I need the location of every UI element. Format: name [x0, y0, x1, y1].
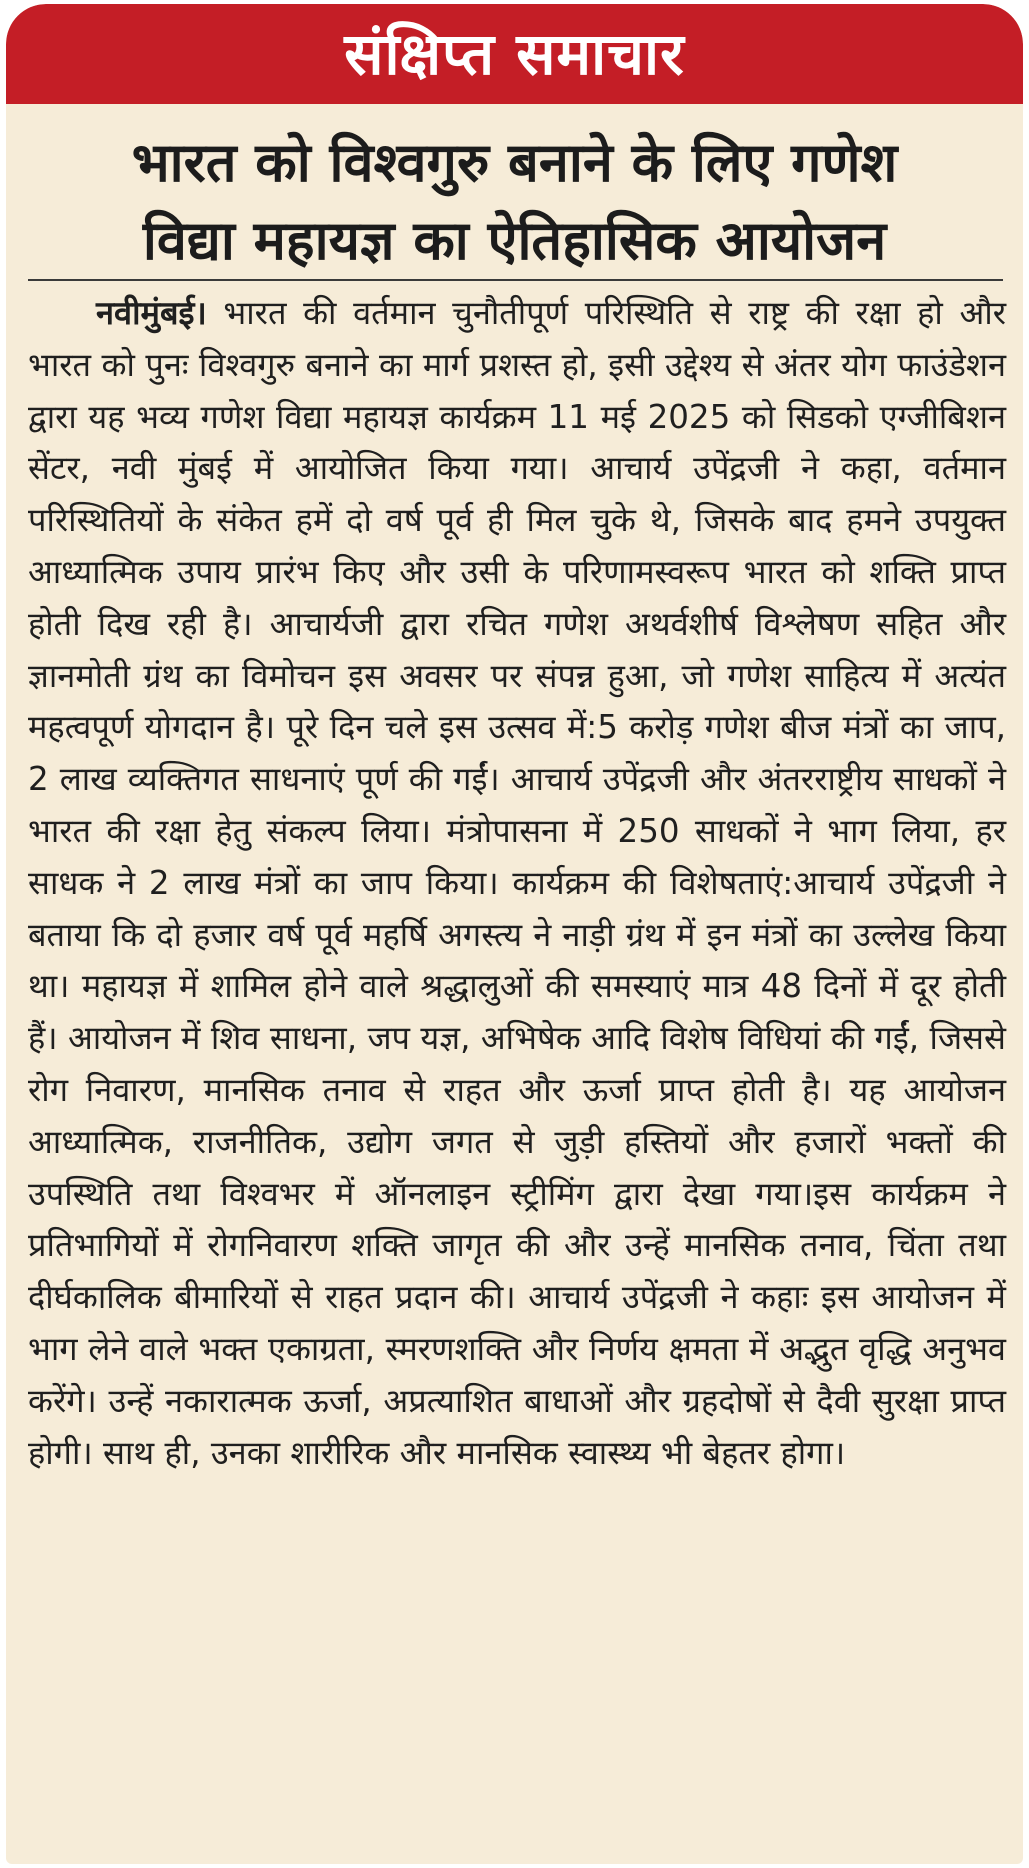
headline-line-1: भारत को विश्वगुरु बनाने के लिए गणेश: [131, 131, 898, 194]
article-headline: [20, 124, 1009, 280]
headline-divider: [28, 279, 1003, 281]
section-banner: [6, 4, 1023, 104]
article-body: [28, 288, 1006, 1479]
article-dateline: नवीमुंबई।: [96, 294, 207, 332]
news-clipping: [6, 4, 1023, 1864]
article-body-text: भारत की वर्तमान चुनौतीपूर्ण परिस्थिति से राष्ट्र की रक्षा हो और भारत को पुनः विश्वगुरु बनाने का मार्ग प्रशस्त हो, इसी उद्देश्य से अंतर योग फाउंडेशन द्वारा यह भव्य गणेश विद्या महायज्ञ कार्यक्रम 11 मई 2025 को सिडको एग्जीबिशन सेंटर, नवी मुंबई में आयोजित किया गया। आचार्य उपेंद्रजी ने कहा, वर्तमान परिस्थितियों के संकेत हमें दो वर्ष पूर्व ही मिल चुके थे, जिसके बाद हमने उपयुक्त आध्यात्मिक उपाय प्रारंभ किए और उसी के परिणामस्वरूप भारत को शक्ति प्राप्त होती दिख रही है। आचार्यजी द्वारा रचित गणेश अथर्वशीर्ष विश्लेषण सहित और ज्ञानमोती ग्रंथ का विमोचन इस अवसर पर संपन्न हुआ, जो गणेश साहित्य में अत्यंत महत्वपूर्ण योगदान है। पूरे दिन चले इस उत्सव में:5 करोड़ गणेश बीज मंत्रों का जाप, 2 लाख व्यक्तिगत साधनाएं पूर्ण की गईं। आचार्य उपेंद्रजी और अंतरराष्ट्रीय साधकों ने भारत की रक्षा हेतु संकल्प लिया। मंत्रोपासना में 250 साधकों ने भाग लिया, हर साधक ने 2 लाख मंत्रों का जाप किया। कार्यक्रम की विशेषताएं:आचार्य उपेंद्रजी ने बताया कि दो हजार वर्ष पूर्व महर्षि अगस्त्य ने नाड़ी ग्रंथ में इन मंत्रों का उल्लेख किया था। महायज्ञ में शामिल होने वाले श्रद्धालुओं की समस्याएं मात्र 48 दिनों में दूर होती हैं। आयोजन में शिव साधना, जप यज्ञ, अभिषेक आदि विशेष विधियां की गईं, जिससे रोग निवारण, मानसिक तनाव से राहत और ऊर्जा प्राप्त होती है। यह आयोजन आध्यात्मिक, राजनीतिक, उद्योग जगत से जुड़ी हस्तियों और हजारों भक्तों की उपस्थिति तथा विश्वभर में ऑनलाइन स्ट्रीमिंग द्वारा देखा गया।इस कार्यक्रम ने प्रतिभागियों में रोगनिवारण शक्ति जागृत की और उन्हें मानसिक तनाव, चिंता तथा दीर्घकालिक बीमारियों से राहत प्रदान की। आचार्य उपेंद्रजी ने कहाः इस आयोजन में भाग लेने वाले भक्त एकाग्रता, स्मरणशक्ति और निर्णय क्षमता में अद्भुत वृद्धि अनुभव करेंगे। उन्हें नकारात्मक ऊर्जा, अप्रत्याशित बाधाओं और ग्रहदोषों से दैवी सुरक्षा प्राप्त होगी। साथ ही, उनका शारीरिक और मानसिक स्वास्थ्य भी बेहतर होगा।: [28, 294, 1006, 1472]
headline-line-2: विद्या महायज्ञ का ऐतिहासिक आयोजन: [142, 209, 887, 272]
section-title: संक्षिप्त समाचार: [344, 20, 685, 88]
